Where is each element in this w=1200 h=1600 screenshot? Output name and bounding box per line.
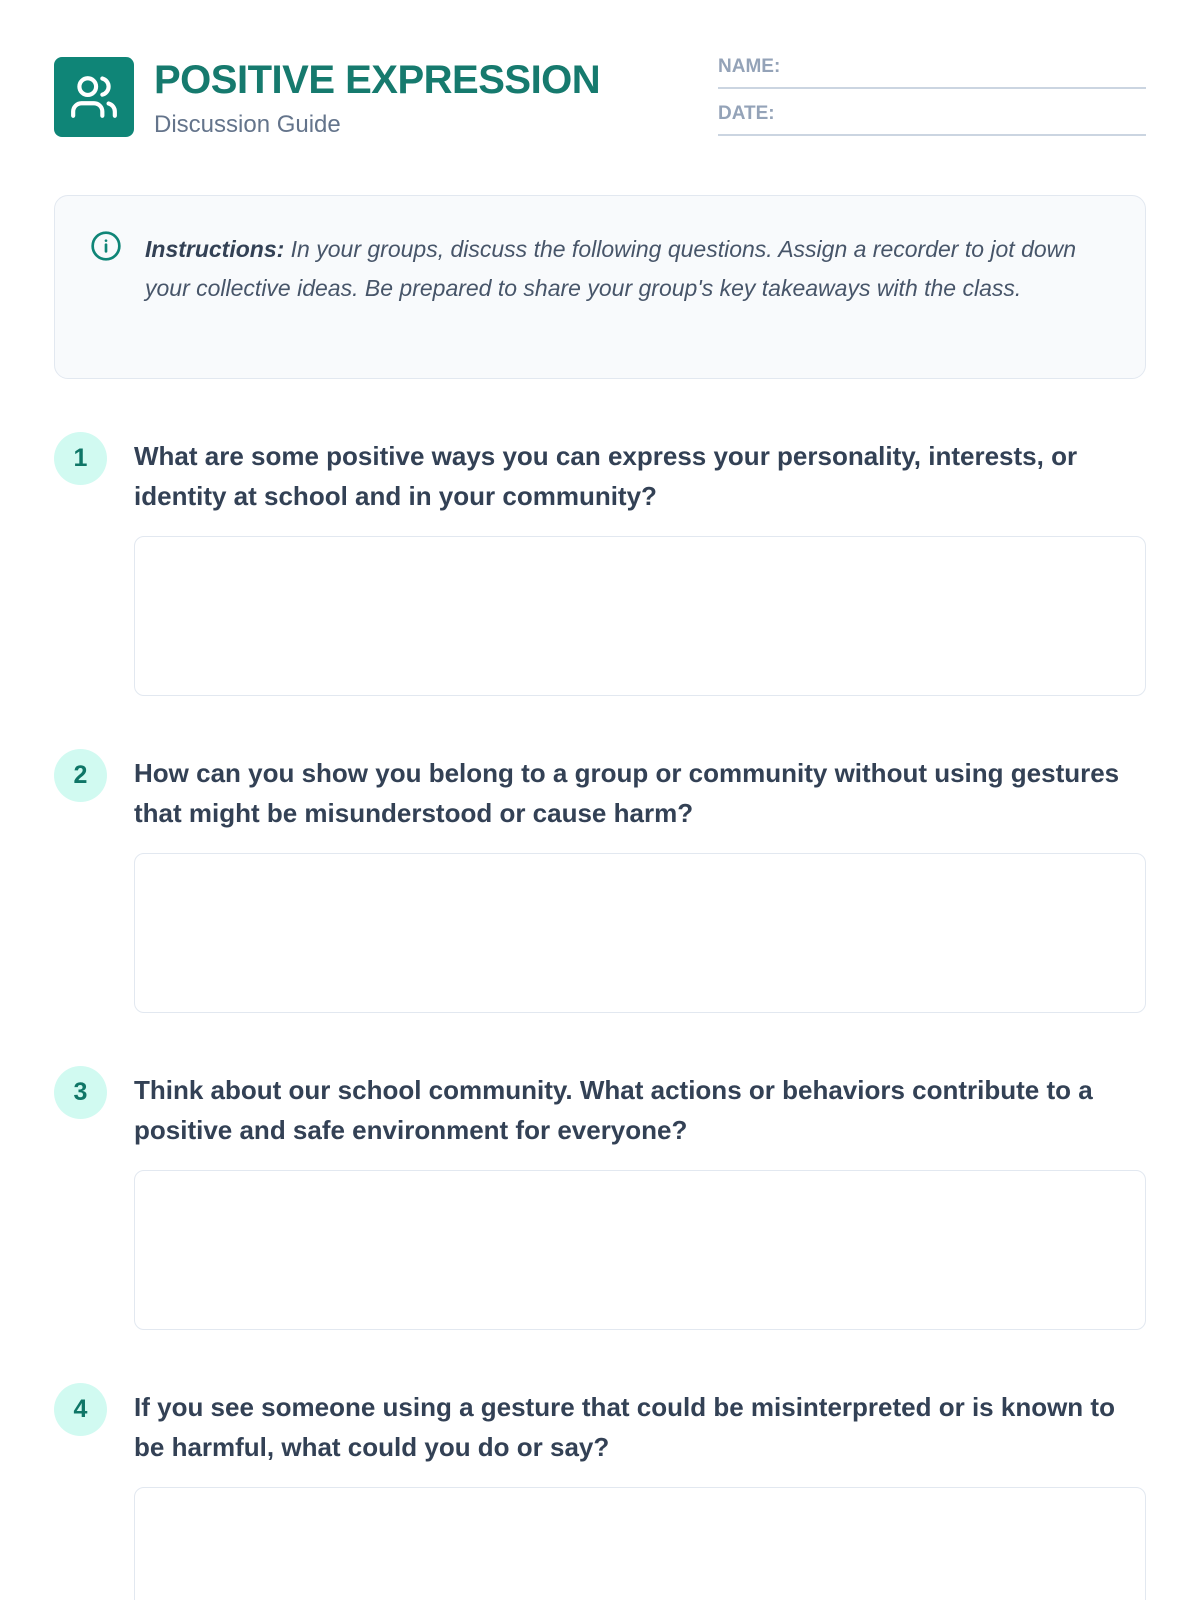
instructions-body: In your groups, discuss the following questions. Assign a recorder to jot down your collective ideas. Be prepared to share your group's key takeaways with the class. — [145, 236, 1077, 301]
question-text: If you see someone using a gesture that could be misinterpreted or is known to be harmful, what could you do or say? — [134, 1392, 1115, 1462]
name-date-fields — [718, 52, 1146, 146]
title-block — [154, 56, 600, 140]
question-number-badge: 2 — [54, 749, 107, 802]
logo — [54, 57, 134, 137]
date-field[interactable] — [718, 99, 1146, 136]
question-number-badge: 3 — [54, 1066, 107, 1119]
question-text: Think about our school community. What actions or behaviors contribute to a positive and safe environment for everyone? — [134, 1075, 1093, 1145]
info-icon — [90, 230, 122, 262]
question-list — [54, 436, 1146, 1600]
instructions-lead: Instructions: — [145, 236, 285, 262]
users-icon — [69, 72, 119, 122]
answer-box[interactable] — [134, 536, 1146, 696]
page-title: POSITIVE EXPRESSION — [154, 58, 601, 102]
question-text: What are some positive ways you can express your personality, interests, or identity at school and in your community? — [134, 441, 1078, 511]
question-number-badge: 4 — [54, 1383, 107, 1436]
instructions-text — [145, 230, 1095, 307]
header — [54, 0, 1146, 190]
question-text: How can you show you belong to a group or community without using gestures that might be misunderstood or cause harm? — [134, 758, 1120, 828]
question-item — [54, 1070, 1146, 1330]
answer-box[interactable] — [134, 1487, 1146, 1600]
date-label: DATE: — [718, 103, 775, 124]
name-field[interactable] — [718, 52, 1146, 89]
name-label: NAME: — [718, 56, 781, 77]
answer-box[interactable] — [134, 853, 1146, 1013]
question-item — [54, 436, 1146, 696]
page-subtitle: Discussion Guide — [154, 111, 341, 138]
question-item — [54, 753, 1146, 1013]
instructions-box — [54, 195, 1146, 379]
question-item — [54, 1387, 1146, 1600]
question-number-badge: 1 — [54, 432, 107, 485]
answer-box[interactable] — [134, 1170, 1146, 1330]
